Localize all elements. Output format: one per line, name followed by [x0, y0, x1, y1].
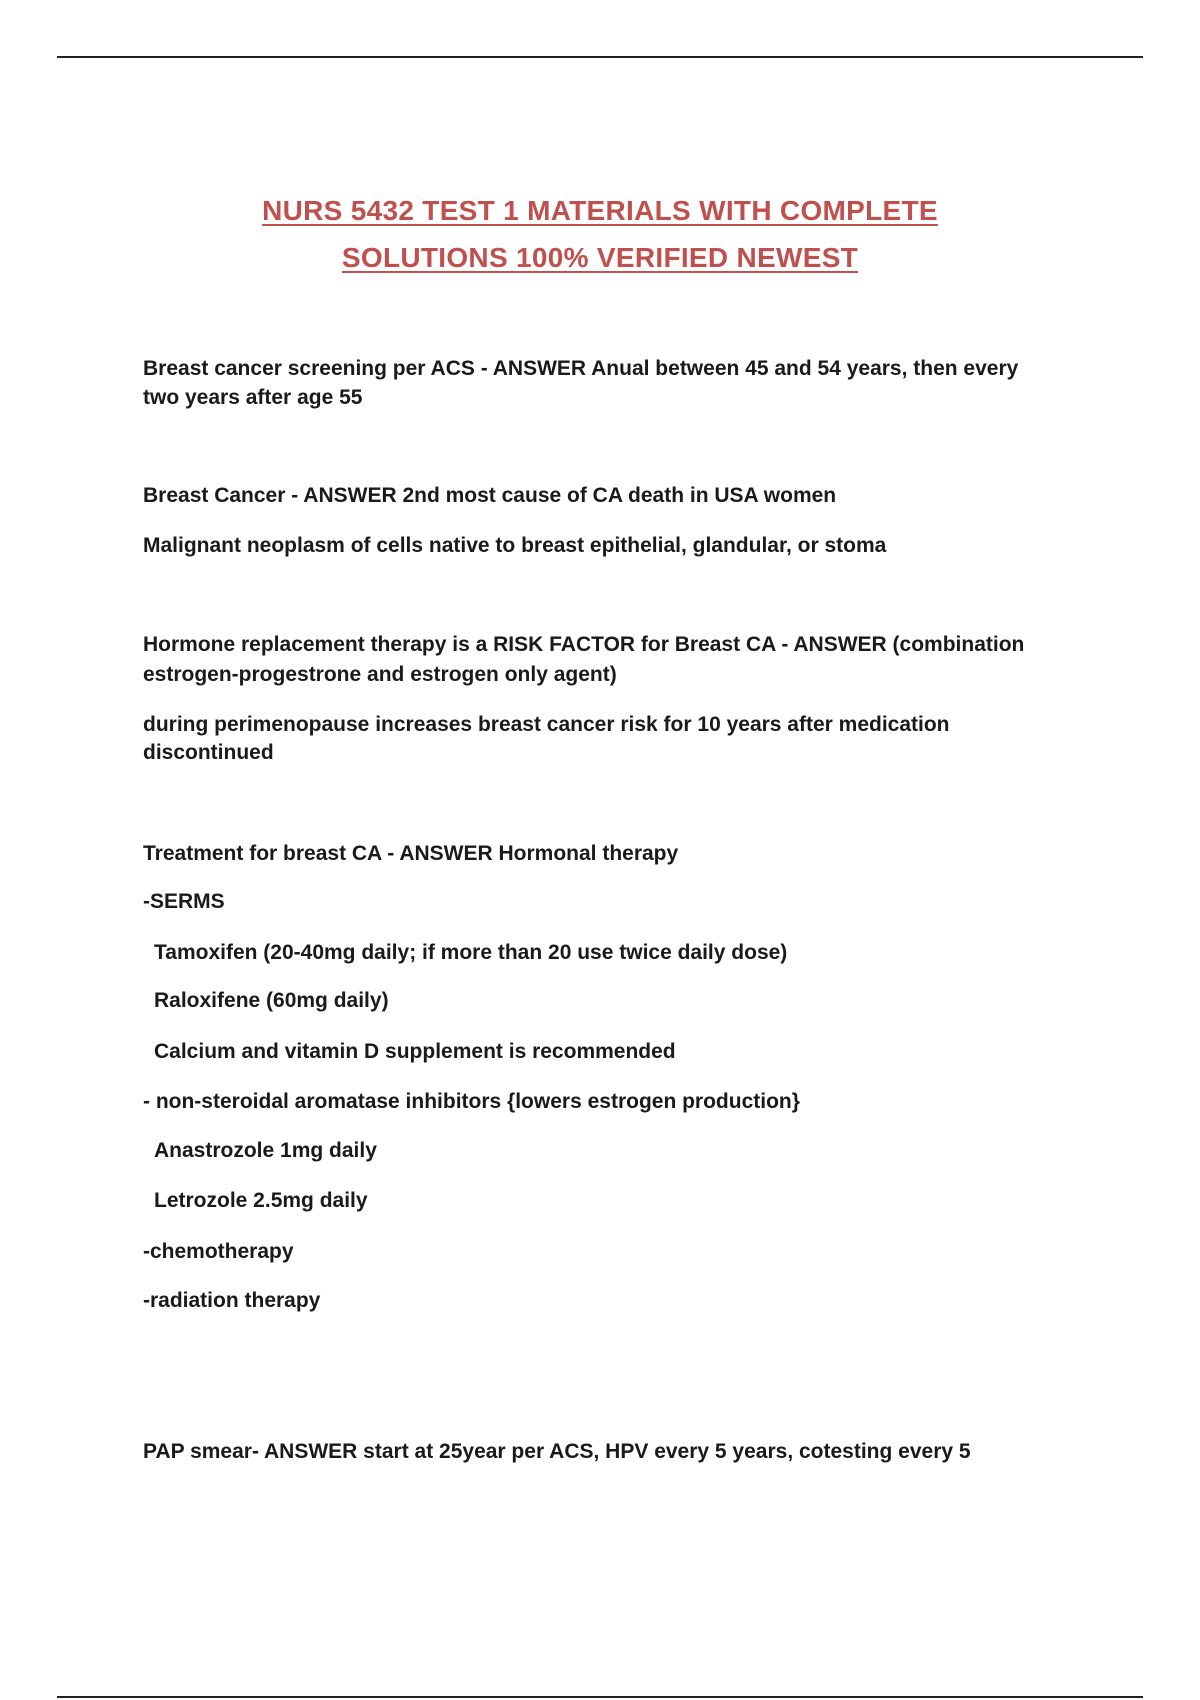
list-item-calcium: Calcium and vitamin D supplement is recommended	[154, 1040, 676, 1063]
entry-pap-smear: PAP smear- ANSWER start at 25year per ACS, HPV every 5 years, cotesting every 5	[143, 1440, 971, 1463]
entry-acs-screening-line-1: Breast cancer screening per ACS - ANSWER Anual between 45 and 54 years, then every	[143, 357, 1019, 380]
list-item-chemotherapy: -chemotherapy	[143, 1240, 294, 1263]
list-item-aromatase-inhibitors: - non-steroidal aromatase inhibitors {lowers estrogen production}	[143, 1090, 800, 1113]
list-item-tamoxifen: Tamoxifen (20-40mg daily; if more than 20 use twice daily dose)	[154, 941, 788, 964]
entry-breast-cancer: Breast Cancer - ANSWER 2nd most cause of CA death in USA women	[143, 484, 837, 507]
entry-malignant-neoplasm: Malignant neoplasm of cells native to breast epithelial, glandular, or stoma	[143, 534, 887, 557]
entry-treatment: Treatment for breast CA - ANSWER Hormonal therapy	[143, 842, 679, 865]
entry-hrt-line-1: Hormone replacement therapy is a RISK FACTOR for Breast CA - ANSWER (combination	[143, 633, 1025, 656]
entry-perimenopause-line-1: during perimenopause increases breast cancer risk for 10 years after medication	[143, 713, 950, 736]
entry-hrt-line-2: estrogen-progestrone and estrogen only agent)	[143, 663, 617, 686]
document-title-line-1: NURS 5432 TEST 1 MATERIALS WITH COMPLETE	[262, 195, 938, 226]
document-title-line-2: SOLUTIONS 100% VERIFIED NEWEST	[341, 242, 859, 273]
entry-perimenopause-line-2: discontinued	[143, 741, 274, 764]
header-rule	[57, 56, 1143, 58]
list-item-radiation: -radiation therapy	[143, 1289, 321, 1312]
list-item-anastrozole: Anastrozole 1mg daily	[154, 1139, 377, 1162]
footer-rule	[57, 1696, 1143, 1698]
list-item-serms: -SERMS	[143, 890, 225, 913]
entry-acs-screening-line-2: two years after age 55	[143, 386, 363, 409]
list-item-letrozole: Letrozole 2.5mg daily	[154, 1189, 368, 1212]
list-item-raloxifene: Raloxifene (60mg daily)	[154, 989, 389, 1012]
